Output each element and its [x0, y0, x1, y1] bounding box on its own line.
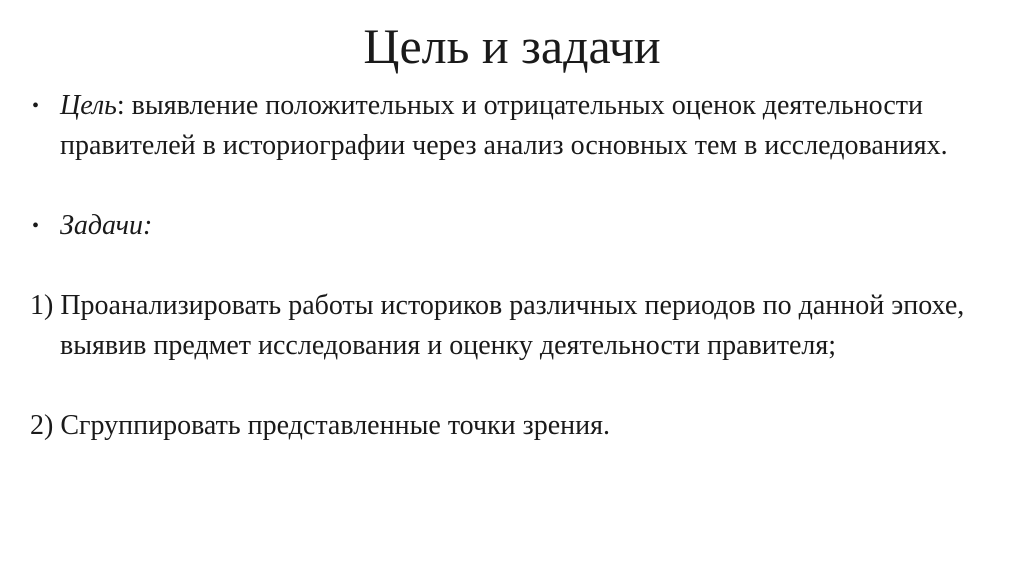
- spacer: [30, 246, 990, 286]
- slide-title: Цель и задачи: [363, 18, 661, 74]
- spacer: [30, 366, 990, 406]
- spacer: [30, 166, 990, 206]
- slide-body: [30, 86, 990, 446]
- tasks-label: Задачи:: [60, 210, 153, 241]
- task-text: Сгруппировать представленные точки зрения.: [60, 410, 610, 441]
- task-text: Проанализировать работы историков различных периодов по данной эпохе, выявив предмет исследования и оценку деятельности правителя;: [60, 290, 965, 361]
- bullet-icon: •: [32, 95, 40, 117]
- bullet-icon: •: [32, 215, 40, 237]
- task-item-1: [30, 286, 990, 366]
- goal-paragraph: [30, 86, 990, 166]
- goal-text: : выявление положительных и отрицательных оценок деятельности правителей в историографии через анализ основных тем в исследованиях.: [60, 90, 948, 161]
- task-number: 2): [30, 410, 54, 441]
- tasks-paragraph: [30, 206, 990, 246]
- task-item-2: [30, 406, 990, 446]
- task-number: 1): [30, 290, 54, 321]
- goal-label: Цель: [60, 90, 117, 121]
